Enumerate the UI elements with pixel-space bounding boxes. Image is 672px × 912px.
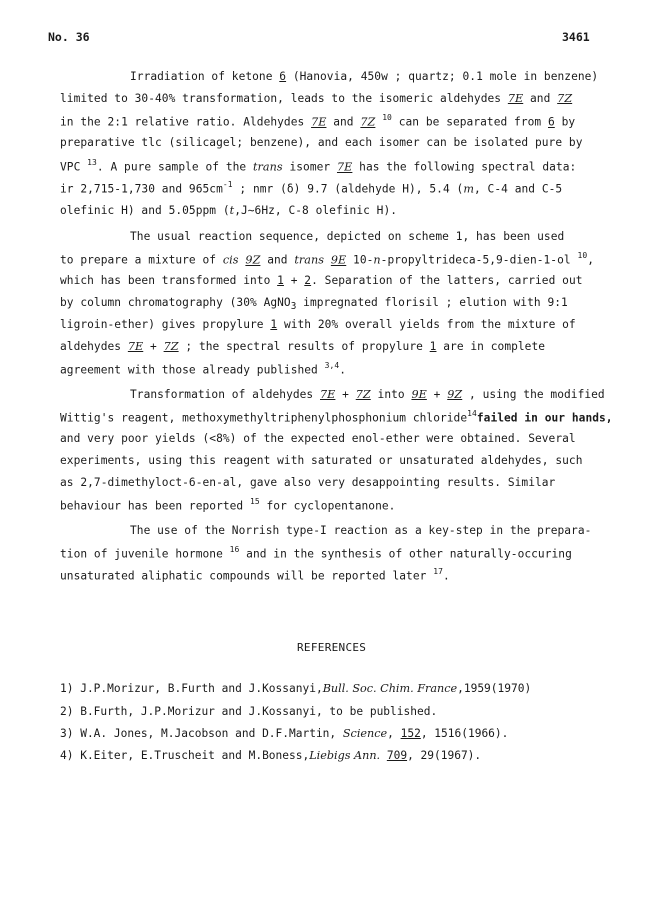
text-segment: 4) K.Eiter, E.Truscheit and M.Boness, (60, 749, 310, 762)
text-segment: has the following spectral data: (352, 160, 577, 174)
text-segment: , (387, 727, 401, 740)
text-line (60, 454, 582, 467)
text-line (60, 252, 594, 267)
text-segment (324, 254, 331, 267)
text-line (130, 388, 605, 401)
text-line (60, 136, 582, 149)
text-segment: are in complete (436, 340, 546, 353)
text-line (60, 340, 545, 353)
text-segment: + (335, 388, 356, 401)
text-segment: 9Z (245, 253, 261, 267)
text-segment: as 2,7-dimethyloct-6-en-al, gave also very desappointing results. Similar (60, 476, 556, 489)
text-segment: experiments, using this reagent with saturated or unsaturated aldehydes, such (60, 454, 583, 467)
text-segment: and (260, 253, 295, 267)
text-segment: with 20% overall yields from the mixture of (277, 318, 576, 331)
text-line (60, 318, 576, 331)
text-line (60, 296, 568, 312)
text-segment: 1 (429, 340, 437, 353)
text-segment: and very poor yields (<8%) of the expected enol-ether were obtained. Several (60, 432, 576, 445)
text-segment: 7Z (360, 115, 376, 129)
text-segment: (Hanovia, 450w ; quartz; 0.1 mole in benzene) (286, 70, 599, 83)
journal-issue-number: No. 36 (48, 30, 90, 44)
text-line (60, 92, 572, 105)
text-segment: to prepare a mixture of (60, 253, 223, 267)
text-segment: limited to 30-40% transformation, leads to the isomeric aldehydes (60, 92, 508, 105)
citation-superscript: 16 (229, 545, 240, 554)
text-segment: , 29(1967). (407, 749, 482, 762)
text-segment: . (442, 569, 450, 583)
text-line (60, 159, 576, 174)
text-segment: ligroin-ether) gives propylure (60, 318, 271, 331)
text-segment: . A pure sample of the (96, 160, 253, 174)
text-segment: agreement with those already published (60, 363, 325, 377)
text-segment: + (426, 388, 448, 401)
text-segment: and (523, 92, 558, 105)
text-line (60, 568, 450, 583)
text-line (130, 230, 564, 243)
text-segment: impregnated florisil ; elution with 9:1 (296, 296, 568, 309)
text-segment: 7Z (557, 92, 573, 105)
text-line (60, 362, 346, 377)
text-segment: 1) J.P.Morizur, B.Furth and J.Kossanyi, (60, 682, 323, 695)
text-segment: ; the spectral results of propylure (178, 340, 430, 353)
text-segment: , (587, 253, 594, 267)
text-segment: 7Z (163, 340, 179, 353)
text-segment: trans (294, 253, 325, 267)
text-segment: 709 (386, 749, 408, 762)
text-segment: which has been transformed into (60, 274, 278, 287)
text-segment: + (283, 274, 305, 287)
text-segment: ,J∼6Hz, C-8 olefinic H). (234, 204, 398, 217)
text-segment: 2) B.Furth, J.P.Morizur and J.Kossanyi, to be published. (60, 705, 438, 718)
text-segment: 7E (507, 92, 524, 105)
text-segment: cis (222, 253, 239, 267)
text-segment: . (339, 363, 347, 377)
text-segment: isomer (282, 160, 337, 174)
text-segment: can be separated from (391, 115, 548, 129)
text-segment: 7E (127, 340, 144, 353)
citation-superscript: 14 (467, 409, 477, 418)
text-segment: The usual reaction sequence, depicted on scheme 1, has been used (130, 230, 565, 243)
text-segment: 1 (277, 274, 284, 287)
citation-superscript: 10 (382, 113, 392, 122)
text-segment (380, 749, 387, 762)
text-segment: Transformation of aldehydes (130, 388, 320, 401)
reference-item (60, 682, 531, 695)
text-segment: in the 2:1 relative ratio. Aldehydes (60, 115, 312, 129)
text-line (60, 498, 395, 513)
text-segment: -propyltrideca-5,9-dien-1-ol (380, 253, 578, 267)
text-segment: 7E (320, 388, 336, 401)
text-segment: 9E (411, 388, 427, 401)
text-segment: The use of the Norrish type-I reaction as a key-step in the prepara- (130, 524, 592, 537)
references-heading: REFERENCES (297, 641, 367, 654)
reference-item (60, 705, 437, 718)
text-segment: failed in our hands, (476, 411, 613, 425)
citation-superscript: 3,4 (324, 361, 340, 370)
text-segment: , 1516(1966). (420, 727, 509, 740)
text-segment: behaviour has been reported (60, 499, 250, 513)
text-segment: . Separation of the latters, carried out (311, 274, 583, 287)
text-segment: tion of juvenile hormone (60, 547, 230, 561)
text-segment: 152 (400, 727, 421, 740)
text-segment: trans (252, 160, 283, 174)
text-segment: and (326, 115, 361, 129)
citation-superscript: 13 (87, 158, 97, 167)
text-segment: 9E (330, 253, 347, 267)
text-segment: Science (342, 727, 388, 740)
text-segment: , using the modified (462, 388, 605, 401)
text-segment: VPC (60, 160, 88, 174)
text-segment: , C-4 and C-5 (473, 182, 563, 196)
text-segment: 6 (548, 115, 555, 129)
reference-item (60, 727, 508, 740)
text-segment: m (463, 182, 474, 196)
text-segment: by column chromatography (30% AgNO (60, 296, 291, 309)
text-segment: ,1959(1970) (457, 682, 532, 695)
text-segment: 10- (346, 253, 374, 267)
text-line (60, 114, 575, 129)
text-segment: aldehydes (60, 340, 128, 353)
text-segment: 7E (336, 160, 353, 174)
text-segment: 7E (311, 115, 327, 129)
text-segment: 3) W.A. Jones, M.Jacobson and D.F.Martin, (60, 727, 343, 740)
text-segment: olefinic H) and 5.05ppm ( (60, 204, 230, 217)
text-segment: 2 (304, 274, 312, 287)
text-line (60, 204, 397, 217)
text-line (60, 546, 572, 561)
text-segment: t (229, 204, 235, 217)
text-segment: Wittig's reagent, methoxymethyltriphenylphosphonium chloride (60, 411, 468, 425)
citation-superscript: 15 (250, 497, 260, 506)
citation-superscript: -1 (222, 180, 233, 189)
text-line (60, 181, 562, 196)
text-segment: Bull. Soc. Chim. France (322, 682, 458, 695)
text-segment: + (143, 340, 164, 353)
text-segment: by (554, 115, 576, 129)
text-segment: ; nmr (δ) 9.7 (aldehyde H), 5.4 ( (232, 182, 464, 196)
text-segment: and in the synthesis of other naturally-occuring (239, 547, 572, 561)
text-segment: 1 (270, 318, 278, 331)
page-number: 3461 (562, 30, 590, 44)
text-line (60, 476, 555, 489)
text-segment: Irradiation of ketone (130, 70, 280, 83)
citation-superscript: 17 (433, 567, 443, 576)
citation-superscript: 10 (577, 251, 588, 260)
text-segment: for cyclopentanone. (259, 499, 396, 513)
text-segment: unsaturated aliphatic compounds will be reported later (60, 569, 434, 583)
text-segment: 7Z (355, 388, 371, 401)
text-line (130, 70, 598, 83)
text-segment: Liebigs Ann. (309, 749, 381, 762)
text-segment: preparative tlc (silicagel; benzene), and each isomer can be isolated pure by (60, 136, 583, 149)
text-segment: ir 2,715-1,730 and 965cm (60, 182, 223, 196)
text-line (60, 410, 613, 425)
text-line (60, 432, 576, 445)
text-segment: n (373, 253, 381, 267)
subscript: 3 (290, 301, 297, 313)
text-line (60, 274, 583, 287)
text-segment: 9Z (447, 388, 463, 401)
text-segment: into (370, 388, 412, 401)
text-line (130, 524, 591, 537)
reference-item (60, 749, 481, 762)
text-segment: 6 (279, 70, 287, 83)
